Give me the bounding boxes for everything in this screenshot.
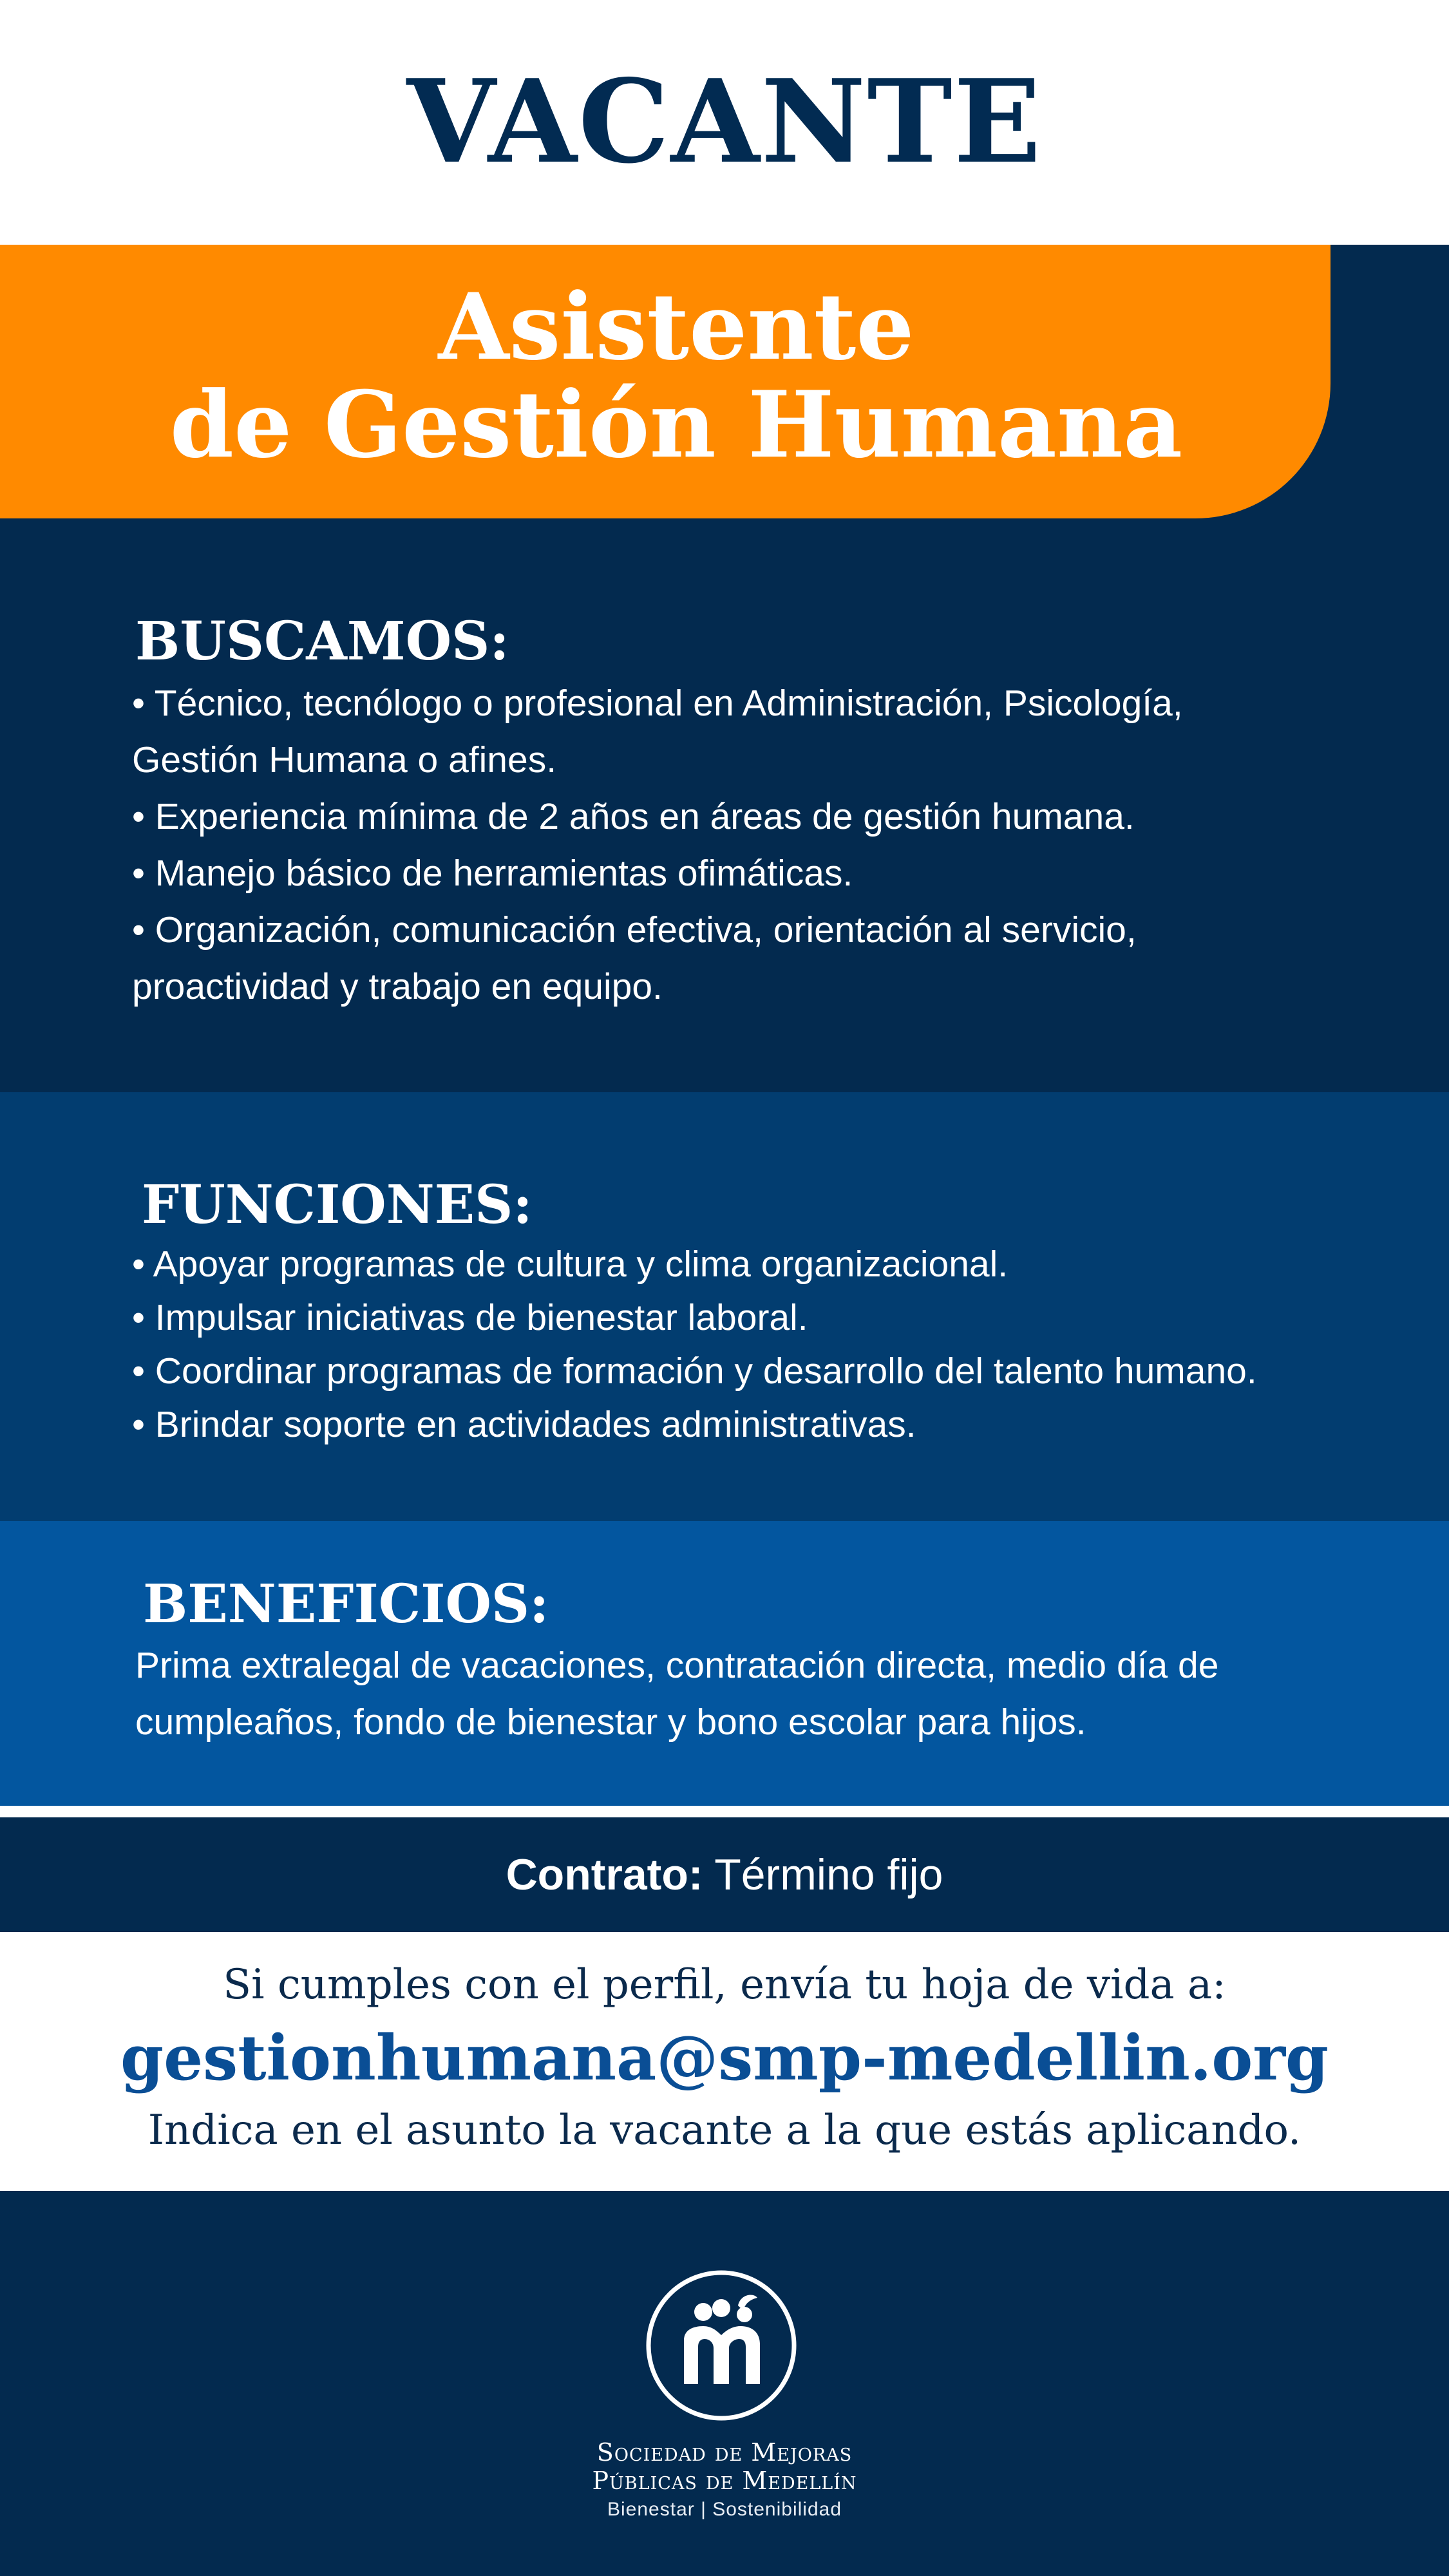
org-name-line-1: Sociedad de Mejoras: [596, 2438, 853, 2467]
buscamos-list: [132, 675, 1388, 1015]
list-item: • Técnico, tecnólogo o profesional en Administración, Psicología,: [132, 683, 1183, 724]
list-item: • Experiencia mínima de 2 años en áreas de gestión humana.: [132, 796, 1135, 837]
smp-logo-icon: [644, 2268, 799, 2423]
list-item: • Brindar soporte en actividades administrativas.: [132, 1404, 916, 1445]
text-line: Prima extralegal de vacaciones, contratación directa, medio día de: [135, 1645, 1219, 1686]
apply-email-link[interactable]: gestionhumana@smp-medellin.org: [120, 2022, 1329, 2094]
list-item: Gestión Humana o afines.: [132, 739, 557, 781]
footer: [0, 2191, 1449, 2576]
list-item: • Apoyar programas de cultura y clima organizacional.: [132, 1244, 1009, 1285]
page-title: VACANTE: [406, 54, 1043, 189]
job-title-line-2: de Gestión Humana: [169, 372, 1183, 478]
organization-name: [0, 2438, 1449, 2495]
contract-band: [0, 1817, 1449, 1932]
contract-value: Término fijo: [714, 1850, 943, 1899]
funciones-heading: FUNCIONES:: [142, 1174, 533, 1236]
funciones-list: [132, 1238, 1388, 1452]
section-buscamos: [0, 518, 1449, 1092]
list-item: • Coordinar programas de formación y desarrollo del talento humano.: [132, 1350, 1257, 1392]
header: [0, 0, 1449, 245]
job-title: [0, 274, 1352, 478]
job-title-line-1: Asistente: [438, 274, 914, 381]
buscamos-heading: BUSCAMOS:: [135, 611, 509, 672]
beneficios-heading: BENEFICIOS:: [143, 1573, 549, 1635]
divider: [0, 1806, 1449, 1817]
contract-label: Contrato:: [506, 1850, 703, 1899]
section-funciones: [0, 1092, 1449, 1521]
list-item: proactividad y trabajo en equipo.: [132, 966, 663, 1007]
organization-tagline: Bienestar | Sostenibilidad: [607, 2499, 842, 2520]
section-beneficios: [0, 1521, 1449, 1806]
apply-instruction: Si cumples con el perfil, envía tu hoja de vida a:: [223, 1961, 1226, 2009]
text-line: cumpleaños, fondo de bienestar y bono escolar para hijos.: [135, 1701, 1086, 1743]
list-item: • Manejo básico de herramientas ofimáticas.: [132, 853, 853, 894]
list-item: • Organización, comunicación efectiva, orientación al servicio,: [132, 909, 1137, 951]
apply-section: [0, 1932, 1449, 2191]
apply-subject-note: Indica en el asunto la vacante a la que estás aplicando.: [147, 2107, 1302, 2154]
beneficios-text: [135, 1637, 1391, 1750]
org-name-line-2: Públicas de Medellín: [592, 2467, 857, 2495]
list-item: • Impulsar iniciativas de bienestar laboral.: [132, 1297, 808, 1338]
